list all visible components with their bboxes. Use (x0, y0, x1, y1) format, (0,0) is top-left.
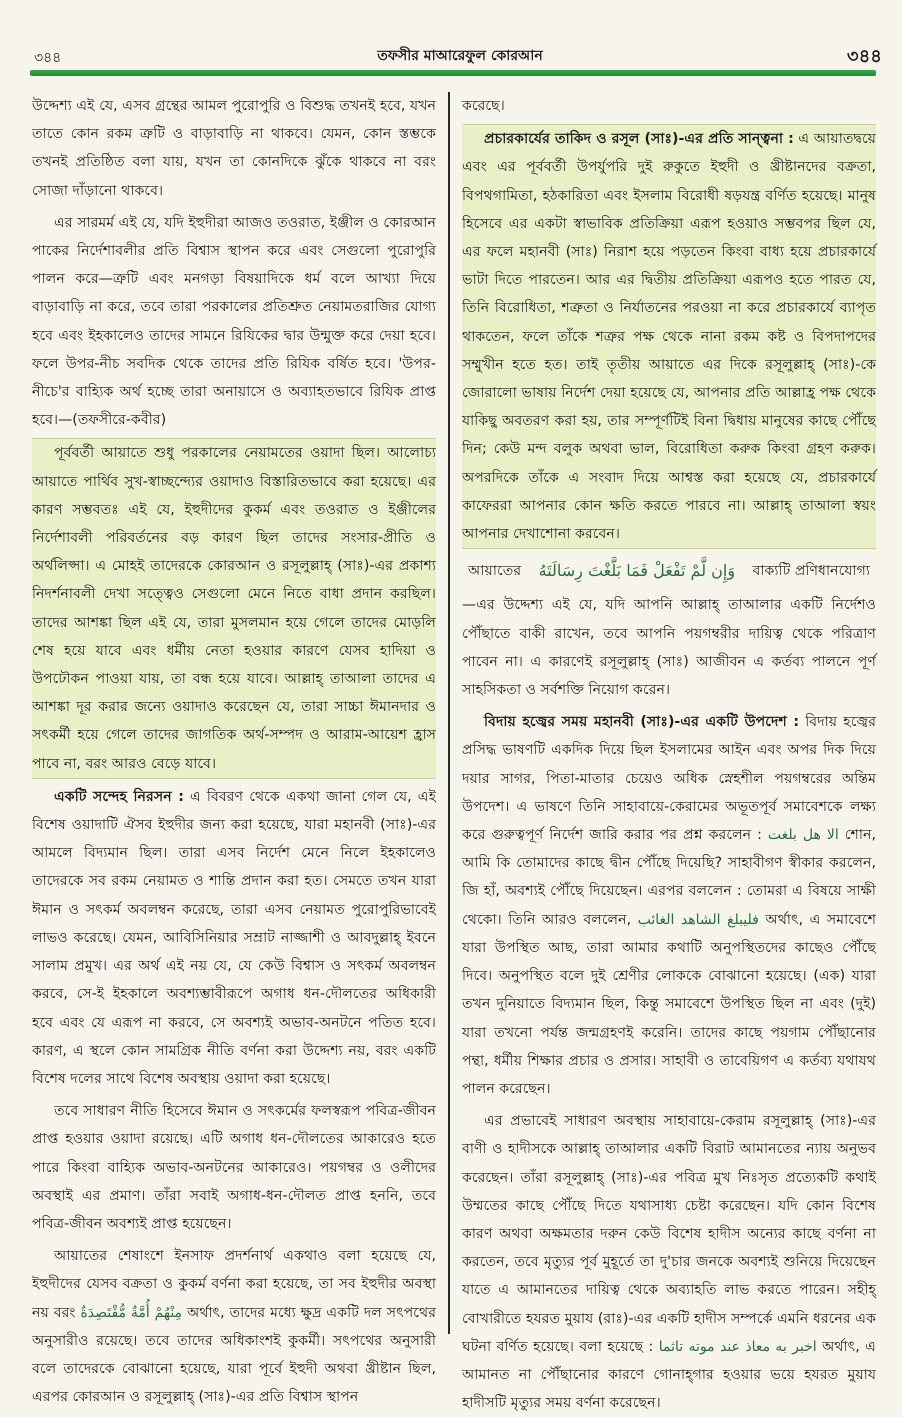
paragraph: করেছে। (462, 98, 505, 114)
highlighted-paragraph: পূর্ববর্তী আয়াতে শুধু পরকালের নেয়ামতের ওয়াদা ছিল। আলোচ্য আয়াতে পার্থিব সুখ-স্বাচ্ছন্দ্যের ওয়াদাও বিস্তারিতভাবে করা হয়েছে। এর কারণ সম্ভবতঃ এই যে, ইহুদীদের কুকর্ম এবং তওরাত ও ইঞ্জীলের নির্দেশাবলী পরিবর্তনের বড় কারণ ছিল তাদের সংসার-প্রীতি ও অর্থলিপ্সা। এ মোহই তাদেরকে কোরআন ও রসূলুল্লাহ্ (সাঃ)-এর প্রকাশ্য নিদর্শনাবলী দেখা সত্ত্বেও সেগুলো মেনে নিতে বাধা প্রদান করছিল। তাদের আশঙ্কা ছিল এই যে, তারা মুসলমান হয়ে গেলে তাদের মোড়লি শেষ হয়ে যাবে এবং ধর্মীয় নেতা হওয়ার কারণে যেসব হাদিয়া ও উপঢৌকন পাওয়া যায়, তা বন্ধ হয়ে যাবে। আল্লাহ্ তাআলা তাদের এ আশঙ্কা দূর করার জন্যে ওয়াদাও করেছেন যে, তারা সাচ্চা ঈমানদার ও সৎকর্মী হয়ে গেলে তাদের জাগতিক অর্থ-সম্পদ ও আরাম-আয়েশ হ্রাস পাবে না, বরং আরও বেড়ে যাবে। (32, 438, 436, 778)
left-column (32, 92, 436, 1406)
paragraph-text: বিদায় হজ্বের প্রসিদ্ধ ভাষণটি একদিক দিয়ে ছিল ইসলামের আইন এবং অপর দিক দিয়ে দয়ার সাগর, পিতা-মাতার চেয়েও অধিক স্নেহশীল পয়গম্বরের অন্তিম উপদেশ। এ ভাষণে তিনি সাহাবায়ে-কেরামের অভূতপূর্ব সমাবেশকে লক্ষ্য করে গুরুত্বপূর্ণ নির্দেশ জারি করার পর প্রশ্ন করলেন : (462, 714, 876, 844)
paragraph (32, 1242, 436, 1411)
paragraph-text: এর প্রভাবেই সাধারণ অবস্থায় সাহাবায়ে-কেরাম রসূলুল্লাহ্ (সাঃ)-এর বাণী ও হাদীসকে আল্লাহ্ তাআলার একটি বিরাট আমানতের ন্যায় অনুভব করেছেন। তাঁরা রসূলুল্লাহ্ (সাঃ)-এর পবিত্র মুখ নিঃসৃত প্রত্যেকটি কথাই উম্মতের কাছে পৌঁছে দিতে যথাসাধ্য চেষ্টা করেছেন। যদি কোন বিশেষ কারণ অথবা অক্ষমতার দরুন কেউ বিশেষ হাদীস অন্যের কাছে বর্ণনা না করতেন, তবে মৃত্যুর পূর্ব মুহূর্তে তা দু'চার জনকে অবশ্যই শুনিয়ে দিয়েছেন যাতে এ আমানতের দায়িত্ব থেকে অব্যাহতি লাভ করতে পারেন। সহীহ্ বোখারীতে হযরত মুয়ায (রাঃ)-এর একটি হাদীস সম্পর্কে এমনি ধরনের এক ঘটনা বর্ণিত হয়েছে। বলা হয়েছে : (462, 1113, 876, 1355)
paragraph: তবে সাধারণ নীতি হিসেবে ঈমান ও সৎকর্মের ফলস্বরূপ পবিত্র-জীবন প্রাপ্ত হওয়ার ওয়াদা রয়েছে। এটি অগাধ ধন-দৌলতের আকারেও হতে পারে কিংবা বাহ্যিক অভাব-অনটনের আকারেও। পয়গম্বর ও ওলীদের অবস্থাই এর প্রমাণ। তাঁরা সবাই অগাধ-ধন-দৌলত প্রাপ্ত হননি, তবে পবিত্র-জীবন অবশ্যই প্রাপ্ত হয়েছেন। (32, 1103, 436, 1232)
subheading: প্রচারকার্যের তাকিদ ও রসূল (সাঃ)-এর প্রতি সান্ত্বনা : (484, 131, 794, 148)
ayah-label: আয়াতের (468, 563, 522, 580)
arabic-ayah: وَإِن لَّمْ تَفْعَلْ فَمَا بَلَّغْتَ رِسَالَتَهُ (538, 561, 736, 581)
paragraph-text: অর্থাৎ, এ সমাবেশে যারা উপস্থিত আছ, তারা আমার কথাটি অনুপস্থিতদের কাছেও পৌঁছে দিবে। অনুপস্থিত বলে দুই শ্রেণীর লোককে বোঝানো হয়েছে। (এক) যারা তখন দুনিয়াতে বিদ্যমান ছিল, কিন্তু সমাবেশে উপস্থিত ছিল না এবং (দুই) যারা তখনো পর্যন্ত জন্মগ্রহণই করেনি। তাদের কাছে পয়গাম পৌঁছানোর পন্থা, ধর্মীয় শিক্ষার প্রচার ও প্রসার। সাহাবী ও তাবেয়িগণ এ কর্তব্য যথাযথ পালন করেছেন। (462, 911, 876, 1097)
subheading: একটি সন্দেহ নিরসন : (54, 788, 184, 805)
right-column (462, 92, 876, 1412)
subheading: বিদায় হজ্বের সময় মহানবী (সাঃ)-এর একটি উপদেশ : (484, 714, 800, 731)
paragraph-text: এ বিবরণ থেকে একথা জানা গেল যে, এই বিশেষ ওয়াদাটি ঐসব ইহুদীর জন্য করা হয়েছে, যারা মহানবী (সাঃ)-এর আমলে বিদ্যমান ছিল। তারা এসব নির্দেশ মেনে নিলে ইহকালেও তাদেরকে সব রকম নেয়ামত ও শান্তি প্রদান করা হত। সেমতে তখন যারা ঈমান ও সৎকর্ম অবলম্বন করেছে, তারা এসব নেয়ামত পুরোপুরিভাবেই লাভও করেছে। যেমন, আবিসিনিয়ার সম্রাট নাজ্জাশী ও আবদুল্লাহ্ ইবনে সালাম প্রমুখ। এর অর্থ এই নয় যে, যে কেউ বিশ্বাস ও সৎকর্ম অবলম্বন করবে, সে-ই ইহকালে অবশ্যম্ভাবীরূপে অগাধ ধন-দৌলতের অধিকারী হবে এবং যে এরূপ না করবে, সে অবশ্যই অভাব-অনটনে পতিত হবে। কারণ, এ স্থলে কোন সামগ্রিক নীতি বর্ণনা করা উদ্দেশ্য নয়, বরং একটি বিশেষ দলের সাথে বিশেষ অবস্থায় ওয়াদা করা হয়েছে। (32, 788, 436, 1087)
paragraph-text: শোন, আমি কি তোমাদের কাছে দ্বীন পৌঁছে দিয়েছি? সাহাবীগণ স্বীকার করলেন, জি হাঁ, অবশ্যই পৌঁছে দিয়েছেন। এরপর বললেন : তোমরা এ বিষয়ে সাক্ষী থেকো। তিনি আরও বললেন, (462, 827, 876, 928)
arabic-quote: فليبلغ الشاهد الغائب (637, 911, 759, 928)
highlighted-paragraph (462, 124, 876, 549)
running-title: তফসীর মাআরেফুল কোরআন (377, 48, 543, 64)
paragraph (32, 783, 436, 1093)
arabic-quote: مِنْهُمْ أُمَّةٌ مُّقْتَصِدَةٌ (80, 1304, 183, 1321)
paragraph-text: অর্থাৎ, তাদের মধ্যে ক্ষুদ্র একটি দল সৎপথের অনুসারীও রয়েছে। তবে তাদের অধিকাংশই কুকর্মী। সৎপথের অনুসারী বলে তাদেরকে বোঝানো হয়েছে, যারা পূর্বে ইহুদী অথবা খ্রীষ্টান ছিল, এরপর কোরআন ও রসূলুল্লাহ্ (সাঃ)-এর প্রতি বিশ্বাস স্থাপন (32, 1304, 436, 1406)
paragraph-text: অর্থাৎ, এ আমানত না পৌঁছানোর কারণে গোনাহ্গার হওয়ার ভয়ে হযরত মুয়ায হাদীসটি মৃত্যুর সময় বর্ণনা করেছেন। (462, 1338, 876, 1412)
paragraph-text: আয়াতের শেষাংশে ইনসাফ প্রদর্শনার্থ একথাও বলা হয়েছে যে, ইহুদীদের যেসব বক্রতা ও কুকর্ম বর্ণনা করা হয়েছে, তা সব ইহুদীর অবস্থা নয় বরং (32, 1248, 436, 1321)
arabic-quote: اخبر به معاذ عند (720, 1338, 817, 1355)
header-rule (30, 70, 876, 76)
paragraph: এর সারমর্ম এই যে, যদি ইহুদীরা আজও তওরাত, ইঞ্জীল ও কোরআন পাকের নির্দেশাবলীর প্রতি বিশ্বাস স্থাপন করে এবং সেগুলো পুরোপুরি পালন করে—ত্রুটি এবং মনগড়া বিষয়াদিকে ধর্ম বলে আখ্যা দিয়ে বাড়াবাড়ি না করে, তবে তারা পরকালের প্রতিশ্রুত নেয়ামতরাজির যোগ্য হবে এবং ইহকালেও তাদের সামনে রিযিকের দ্বার উন্মুক্ত করে দেয়া হবে। ফলে উপর-নীচ সবদিক থেকে তাদের প্রতি রিযিক বর্ষিত হবে। 'উপর-নীচে'র বাহ্যিক অর্থ হচ্ছে তারা অনায়াসে ও অব্যাহতভাবে রিযিক প্রাপ্ত হবে।—(তফসীরে-কবীর) (32, 214, 436, 429)
column-divider (448, 92, 450, 1334)
paragraph: —এর উদ্দেশ্য এই যে, যদি আপনি আল্লাহ্ তাআলার একটি নির্দেশও পৌঁছাতে বাকী রাখেন, তবে আপনি পয়গম্বরীর দায়িত্ব থেকে পরিত্রাণ পাবেন না। এ কারণেই রসূলুল্লাহ্ (সাঃ) আজীবন এ কর্তব্য পালনে পূর্ণ সাহসিকতা ও সর্বশক্তি নিয়োগ করেন। (462, 597, 876, 699)
paragraph (462, 708, 876, 1103)
paragraph: উদ্দেশ্য এই যে, এসব গ্রন্থের আমল পুরোপুরি ও বিশুদ্ধ তখনই হবে, যখন তাতে কোন রকম ত্রুটি ও বাড়াবাড়ি না থাকবে। যেমন, কোন স্তম্ভকে তখনই প্রতিষ্ঠিত বলা যায়, যখন তা কোনদিকে ঝুঁকে থাকবে না বরং সোজা দাঁড়ানো থাকবে। (32, 98, 436, 199)
page-number-right: ৩৪৪ (846, 46, 882, 67)
paragraph (462, 1107, 876, 1417)
arabic-quote: موته تاثما (658, 1338, 715, 1355)
ayah-line (462, 557, 876, 585)
paragraph-text: এ আয়াতদ্বয়ে এবং এর পূর্ববর্তী উপর্যুপরি দুই রুকুতে ইহুদী ও খ্রীষ্টানদের বক্রতা, বিপথগামিতা, হঠকারিতা এবং ইসলাম বিরোধী ষড়যন্ত্র বর্ণিত হয়েছে। মানুষ হিসেবে এর একটা স্বাভাবিক প্রতিক্রিয়া এরূপ হওয়াও সম্ভবপর ছিল যে, এর ফলে মহানবী (সাঃ) নিরাশ হয়ে পড়তেন কিংবা বাধ্য হয়ে প্রচারকার্যে ভাটা দিতে পারতেন। আর এর দ্বিতীয় প্রতিক্রিয়া এরূপও হতে পারত যে, তিনি বিরোধিতা, শত্রুতা ও নির্যাতনের পরওয়া না করে প্রচারকার্যে ব্যাপৃত থাকতেন, ফলে তাঁকে শত্রুর পক্ষ থেকে নানা রকম কষ্ট ও বিপদাপদের সম্মুখীন হতে হত। তাই তৃতীয় আয়াতে এর দিকে রসূলুল্লাহ্ (সাঃ)-কে জোরালো ভাষায় নির্দেশ দেয়া হয়েছে যে, আপনার প্রতি আল্লাহ্র পক্ষ থেকে যাকিছু অবতরণ করা হয়, তার সম্পূর্ণটিই বিনা দ্বিধায় মানুষের কাছে পৌঁছে দিন; কেউ মন্দ বলুক অথবা ভাল, বিরোধিতা করুক কিংবা গ্রহণ করুক। অপরদিকে তাঁকে এ সংবাদ দিয়ে আশ্বস্ত করা হয়েছে যে, প্রচারকার্যে কাফেররা আপনার কোন ক্ষতি করতে পারবে না। আল্লাহ্ তাআলা স্বয়ং আপনার দেখাশোনা করবেন। (462, 131, 876, 543)
ayah-tail: বাক্যটি প্রণিধানযোগ্য (752, 563, 870, 580)
arabic-quote: الا هل بلغت (767, 827, 839, 844)
page-number-left: ৩৪৪ (34, 50, 62, 66)
page-header (30, 44, 890, 70)
